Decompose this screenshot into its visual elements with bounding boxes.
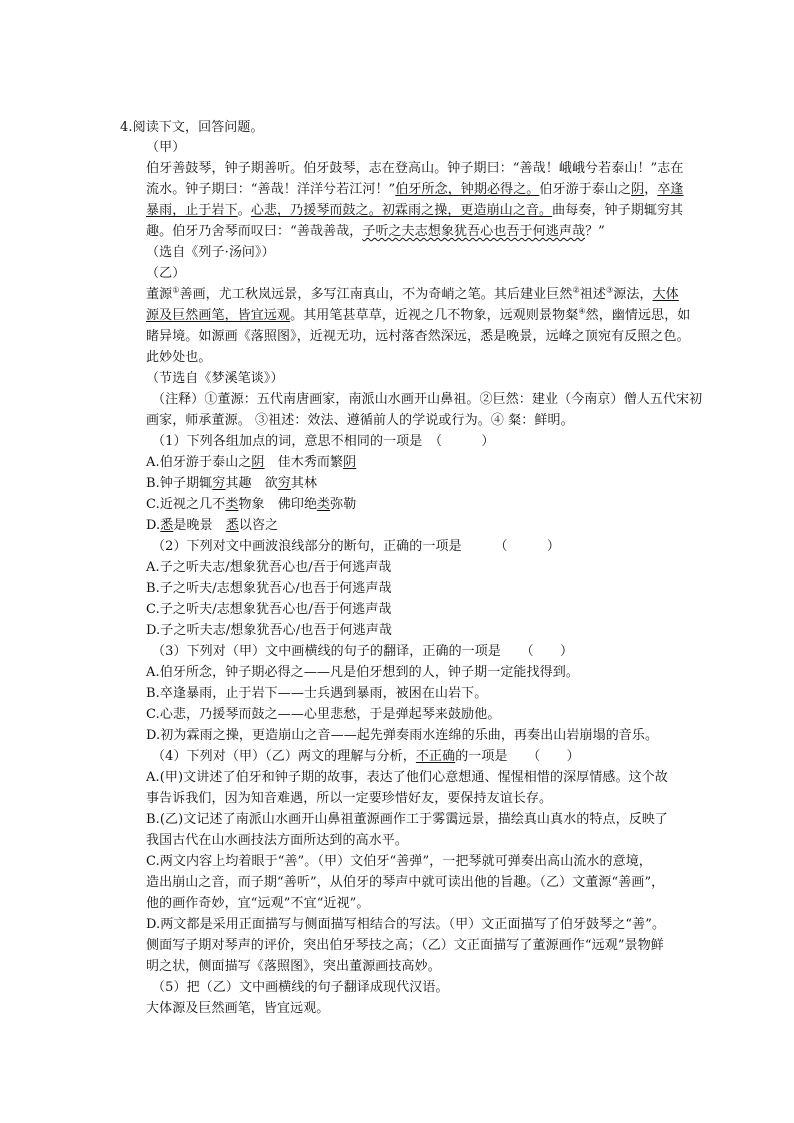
q4-option-d-line-1: D.两文都是采用正面描写与侧面描写相结合的写法。（甲）文正面描写了伯牙鼓琴之“善”。 [146,917,666,932]
q1-stem: （1）下列各组加点的词，意思不相同的一项是 （ ） [152,434,495,449]
passage-jia-line-1: 伯牙善鼓琴，钟子期善听。伯牙鼓琴，志在登高山。钟子期曰：“善哉！峨峨兮若泰山！”志在 [146,161,684,176]
q4-stem: （4）下列对（甲）（乙）两文的理解与分析，不正确的一项是 （ ） [152,749,580,764]
passage-jia-label: （甲） [146,140,186,155]
passage-yi-line-4: 此妙处也。 [146,350,212,365]
q4-option-c-line-3: 他的画作奇妙，宜“远观”不宜“近视”。 [146,896,370,911]
q2-option-c: C.子之听夫/志想象犹吾心也/吾于何逃声哉 [146,602,392,617]
passage-yi-label: （乙） [146,266,186,281]
q3-option-b: B.卒逢暴雨，止于岩下——士兵遇到暴雨，被困在山岩下。 [146,686,488,701]
q2-option-a: A.子之听夫志/想象犹吾心也/吾于何逃声哉 [146,560,392,575]
q5-sentence: 大体源及巨然画笔，皆宜远观。 [146,1001,330,1016]
passage-jia-line-3: 暴雨，止于岩下。心悲，乃援琴而鼓之。初霖雨之操，更造崩山之音。曲每奏，钟子期辄穷其 [146,203,684,218]
q4-option-c-line-2: 造出崩山之音，而子期“善听”，从伯牙的琴声中就可读出他的旨趣。（乙）文董源“善画”， [146,875,665,890]
question-title: 4.阅读下文，回答问题。 [120,120,264,135]
passage-jia-source: （选自《列子·汤问》） [146,245,275,260]
q2-stem: （2）下列对文中画波浪线部分的断句，正确的一项是 （ ） [152,539,560,554]
notes-line-1: （注释）①董源：五代南唐画家，南派山水画开山鼻祖。②巨然：建业（今南京）僧人五代宋初 [152,392,703,407]
q4-option-a-line-2: 事告诉我们，因为知音难遇，所以一定要珍惜好友，要保持友谊长存。 [146,791,553,806]
q1-option-d: D.悉是晚景 悉以咨之 [146,518,279,533]
q3-option-c: C.心悲，乃援琴而鼓之——心里悲愁，于是弹起琴来鼓励他。 [146,707,501,722]
q1-option-a: A.伯牙游于泰山之阴 佳木秀而繁阴 [146,455,357,470]
wavy-underlined-sentence: 子听之夫志想象犹吾心也吾于何逃声哉 [362,224,586,239]
q3-stem: （3）下列对（甲）文中画横线的句子的翻译，正确的一项是 （ ） [152,644,574,659]
q2-option-d: D.子之听夫志/想象犹吾心/也吾于何逃声哉 [146,623,392,638]
passage-jia-line-4: 趣。伯牙乃舍琴而叹曰：“善哉善哉，子听之夫志想象犹吾心也吾于何逃声哉？” [146,224,605,239]
q1-option-b: B.钟子期辄穷其趣 欲穷其林 [146,476,318,491]
passage-yi-line-2: 源及巨然画笔，皆宜远观。其用笔甚草草，近视之几不物象，远观则景物粲④然，幽情远思，如 [146,306,691,323]
passage-yi-line-3: 睹异境。如源画《落照图》，近视无功，远村落杳然深远，悉是晚景，远峰之顶宛有反照之色。 [146,329,690,344]
q1-option-c: C.近视之几不类物象 佛印绝类弥勒 [146,497,357,512]
q5-stem: （5）把（乙）文中画横线的句子翻译成现代汉语。 [152,980,449,995]
q4-option-a-line-1: A.(甲)文讲述了伯牙和钟子期的故事，表达了他们心意想通、惺惺相惜的深厚情感。这个故 [146,770,668,785]
notes-line-2: 画家，师承董源。 ③祖述：效法、遵循前人的学说或行为。④ 粲：鲜明。 [146,413,574,428]
q4-option-d-line-3: 明之状，侧面描写《落照图》，突出董源画技高妙。 [146,959,441,974]
q3-option-d: D.初为霖雨之操，更造崩山之音——起先弹奏雨水连绵的乐曲，再奏出山岩崩塌的音乐。 [146,728,659,743]
passage-yi-line-1: 董源①善画，尤工秋岚远景，多写江南真山，不为奇峭之笔。其后建业巨然②祖述③源法，大体 [146,285,679,302]
passage-jia-line-2: 流水。钟子期曰：“善哉！洋洋兮若江河！”伯牙所念，钟期必得之。伯牙游于泰山之阴，卒逢 [146,182,684,197]
q3-option-a: A.伯牙所念，钟子期必得之——凡是伯牙想到的人，钟子期一定能找得到。 [146,665,579,680]
q4-option-c-line-1: C.两文内容上均着眼于“善”。（甲）文伯牙“善弹”，一把琴就可弹奏出高山流水的意境， [146,854,652,869]
q4-option-d-line-2: 侧面写子期对琴声的评价，突出伯牙琴技之高；（乙）文正面描写了董源画作“远观”景物鲜 [146,938,664,953]
q2-option-b: B.子之听夫/志想象犹吾心/也吾于何逃声哉 [146,581,392,596]
q4-option-b-line-1: B.(乙)文记述了南派山水画开山鼻祖董源画作工于雾霭远景，描绘真山真水的特点，反映了 [146,812,669,827]
passage-yi-source: （节选自《梦溪笔谈》） [146,371,284,386]
q4-option-b-line-2: 我国古代在山水画技法方面所达到的高水平。 [146,833,409,848]
